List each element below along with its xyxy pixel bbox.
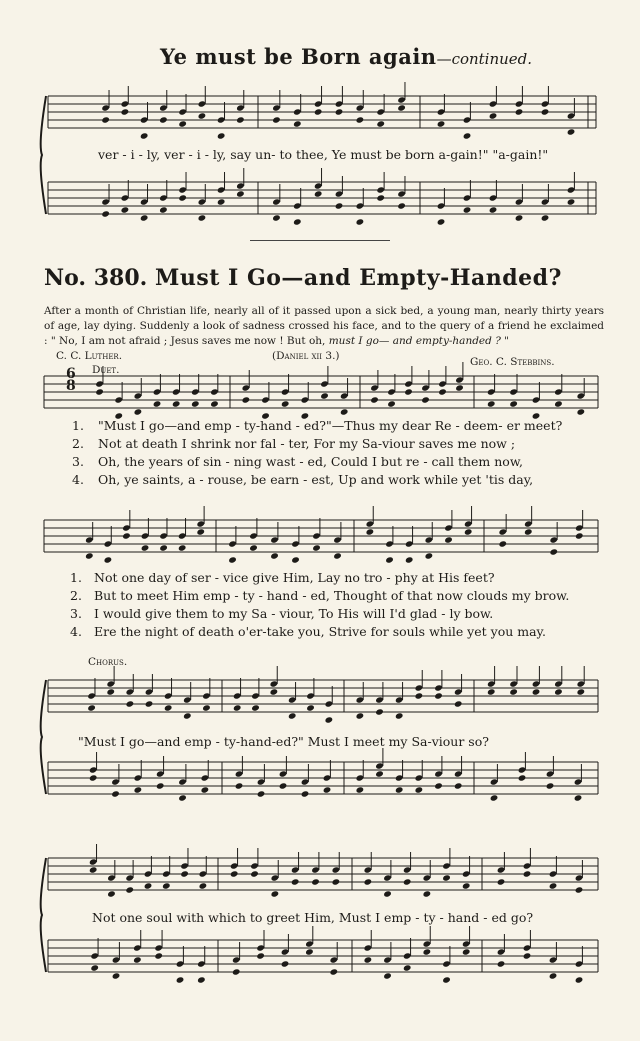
chorus1-bass-notehead [257, 790, 266, 797]
chorus2-bass-notehead [523, 952, 532, 959]
system2-notehead [320, 392, 329, 399]
chorus2-bass-notehead [497, 960, 506, 967]
system3-notehead [464, 528, 473, 535]
chorus1-brace [41, 680, 46, 794]
system3-notehead [228, 556, 237, 563]
system1-bass-notehead [293, 218, 302, 225]
chorus2-treble-notehead [271, 890, 280, 897]
system3-notehead [575, 532, 584, 539]
system1-treble-notehead [236, 116, 245, 123]
system1-treble-notehead [293, 120, 302, 127]
system1-bass-notehead [567, 198, 576, 205]
running-head-title: Ye must be Born again [160, 44, 437, 69]
system2-notehead [95, 388, 104, 395]
system1-bass-notehead [541, 214, 550, 221]
system1-treble-notehead [541, 108, 550, 115]
chorus1-bass-notehead [279, 782, 288, 789]
chorus2-bass-notehead [197, 976, 206, 983]
verse-number: 3. [70, 606, 82, 621]
system2-notehead [404, 388, 413, 395]
system2-notehead [281, 400, 290, 407]
system2-notehead [340, 408, 349, 415]
system1-treble-notehead [101, 116, 110, 123]
system3-notehead [549, 548, 558, 555]
system1-treble-notehead [217, 132, 226, 139]
system2-notehead [370, 396, 379, 403]
system1-treble-notehead [567, 128, 576, 135]
section-divider [250, 240, 390, 241]
chorus1-bass-notehead [235, 782, 244, 789]
chorus1-bass-notehead [546, 782, 555, 789]
chorus2-treble-notehead [250, 870, 259, 877]
chorus1-treble-notehead [509, 688, 518, 695]
time-signature [66, 368, 76, 392]
system2-notehead [577, 408, 586, 415]
system1-bass-notehead [236, 190, 245, 197]
chorus2-treble-notehead [462, 882, 471, 889]
chorus1-bass-notehead [111, 790, 120, 797]
chorus2-bass-notehead [442, 976, 451, 983]
system1-brace [41, 96, 46, 214]
system1-bass-notehead [397, 202, 406, 209]
system1-bass-notehead [489, 206, 498, 213]
system2-notehead [210, 400, 219, 407]
system3-notehead [141, 544, 150, 551]
system2-notehead [438, 388, 447, 395]
chorus2-bass-notehead [133, 956, 142, 963]
chorus2-treble-notehead [144, 882, 153, 889]
system2-notehead [487, 400, 496, 407]
system2-notehead [554, 400, 563, 407]
system1-treble-notehead [515, 108, 524, 115]
system1-bass-notehead [140, 214, 149, 221]
chorus2-bass-notehead [176, 976, 185, 983]
chorus1-bass-notehead [574, 794, 583, 801]
chorus2-treble-notehead [125, 886, 134, 893]
running-head-suffix: —continued. [436, 50, 533, 68]
chorus1-bass-notehead [156, 782, 165, 789]
chorus2-bass-notehead [423, 948, 432, 955]
chorus2-bass-notehead [256, 952, 265, 959]
verse-4-line-2: Ere the night of death o'er-take you, Strive for souls while yet you may. [94, 624, 546, 639]
system2-notehead [242, 396, 251, 403]
system1-treble-notehead [437, 120, 446, 127]
verse-number: 4. [70, 624, 82, 639]
system2-notehead [455, 384, 464, 391]
chorus1-bass-notehead [178, 794, 187, 801]
system1-treble-notehead [272, 116, 281, 123]
system3-notehead [524, 528, 533, 535]
system2-notehead [134, 408, 143, 415]
chorus1-treble-notehead [532, 688, 541, 695]
chorus1-treble-notehead [87, 704, 96, 711]
time-signature-top: 6 [66, 366, 76, 382]
system2-notehead [172, 400, 181, 407]
chorus2-bass-notehead [305, 948, 314, 955]
chorus1-bass-notehead [490, 794, 499, 801]
system2-notehead [421, 396, 430, 403]
system3-notehead [498, 540, 507, 547]
chorus2-treble-notehead [442, 874, 451, 881]
chorus2-bass-notehead [462, 948, 471, 955]
chorus1-bass-notehead [434, 782, 443, 789]
system3-notehead [122, 532, 131, 539]
chorus1-bass-notehead [201, 786, 210, 793]
chorus2-brace [41, 858, 46, 972]
system3-notehead [196, 528, 205, 535]
system1-bass-notehead [437, 218, 446, 225]
system1-bass-notehead [178, 194, 187, 201]
chorus1-treble-notehead [415, 692, 424, 699]
chorus2-bass-notehead [383, 972, 392, 979]
chorus2-treble-notehead [364, 878, 373, 885]
chorus1-treble-notehead [270, 688, 279, 695]
chorus1-treble-notehead [375, 708, 384, 715]
system1-treble-notehead [198, 112, 207, 119]
chorus2-bass-notehead [154, 952, 163, 959]
chorus1-treble-notehead [233, 704, 242, 711]
composer-credit: Geo. C. Stebbins. [470, 356, 555, 368]
system3-notehead [333, 552, 342, 559]
system3-notehead [366, 528, 375, 535]
system1-bass-notehead [376, 194, 385, 201]
system3-notehead [85, 552, 94, 559]
system1-bass-notehead [198, 214, 207, 221]
chorus1-bass-notehead [415, 786, 424, 793]
chorus2-bass-notehead [281, 960, 290, 967]
intro-italic: must I go— and empty-handed ? [328, 335, 501, 347]
hymn-intro [44, 304, 604, 349]
system1-treble-notehead [159, 116, 168, 123]
verse-number: 1. [70, 570, 82, 585]
chorus2-bass-notehead [90, 964, 99, 971]
chorus1-treble-notehead [183, 712, 192, 719]
duet-label: Duet. [92, 364, 120, 376]
system2-notehead [387, 400, 396, 407]
chorus1-bass-notehead [375, 770, 384, 777]
system1-bass-notehead [463, 206, 472, 213]
system3-notehead [291, 556, 300, 563]
system1-treble-notehead [356, 116, 365, 123]
system3-notehead [405, 556, 414, 563]
verse-1-line-2: Not one day of ser - vice give Him, Lay no tro - phy at His feet? [94, 570, 495, 585]
system3-notehead [104, 556, 113, 563]
intro-end: " [500, 335, 510, 347]
chorus-lyric-line-2: Not one soul with which to greet Him, Must I emp - ty - hand - ed go? [92, 910, 534, 925]
chorus1-treble-notehead [395, 712, 404, 719]
verse-number: 4. [72, 472, 84, 487]
system3-notehead [270, 552, 279, 559]
system1-bass-notehead [121, 206, 130, 213]
chorus1-bass-notehead [518, 774, 527, 781]
system3-notehead [178, 544, 187, 551]
chorus1-treble-notehead [164, 704, 173, 711]
system2-notehead [191, 400, 200, 407]
chorus2-treble-notehead [162, 882, 171, 889]
system3-notehead [159, 544, 168, 551]
chorus2-treble-notehead [332, 878, 341, 885]
chorus-label: Chorus. [88, 656, 128, 668]
chorus1-bass-notehead [301, 790, 310, 797]
chorus2-treble-notehead [230, 870, 239, 877]
system1-bass-notehead [159, 206, 168, 213]
chorus1-treble-notehead [306, 704, 315, 711]
chorus2-treble-notehead [403, 878, 412, 885]
chorus2-bass-notehead [330, 968, 339, 975]
hymn-number: No. 380. [44, 265, 148, 291]
chorus2-treble-notehead [107, 890, 116, 897]
verse-number: 2. [72, 436, 84, 451]
system1-treble-notehead [314, 108, 323, 115]
chorus-lyric-line-1: "Must I go—and emp - ty-hand-ed?" Must I meet my Sa-viour so? [78, 734, 489, 749]
system3-notehead [249, 544, 258, 551]
chorus1-treble-notehead [454, 700, 463, 707]
chorus2-treble-notehead [497, 878, 506, 885]
chorus2-bass-notehead [403, 964, 412, 971]
verse-number: 1. [72, 418, 84, 433]
chorus1-bass-notehead [323, 786, 332, 793]
system1-bass-notehead [272, 214, 281, 221]
system1-lyric: ver - i - ly, ver - i - ly, say un- to thee, Ye must be born a-gain!" "a-gain!" [98, 147, 549, 162]
chorus1-bass-notehead [134, 786, 143, 793]
system3-notehead [312, 544, 321, 551]
chorus2-treble-notehead [311, 878, 320, 885]
chorus2-treble-notehead [89, 866, 98, 873]
hymn-heading [44, 265, 562, 291]
system1-treble-notehead [376, 120, 385, 127]
system1-bass-notehead [515, 214, 524, 221]
system1-bass-notehead [335, 202, 344, 209]
verse-3-line-1: Oh, the years of sin - ning wast - ed, Could I but re - call them now, [98, 454, 524, 469]
hymn-title: Must I Go—and Empty-Handed? [154, 265, 562, 291]
chorus2-bass-notehead [575, 976, 584, 983]
chorus1-treble-notehead [126, 700, 135, 707]
chorus1-bass-notehead [89, 774, 98, 781]
chorus2-bass-notehead [549, 972, 558, 979]
chorus1-treble-notehead [356, 712, 365, 719]
verse-3-line-2: I would give them to my Sa - viour, To His will I'd glad - ly bow. [94, 606, 494, 621]
system1-treble-notehead [335, 108, 344, 115]
system1-bass-notehead [356, 218, 365, 225]
chorus2-bass-notehead [232, 968, 241, 975]
system1-treble-notehead [397, 104, 406, 111]
system1-treble-notehead [178, 120, 187, 127]
verse-number: 3. [72, 454, 84, 469]
system1-treble-notehead [463, 132, 472, 139]
chorus2-treble-notehead [199, 882, 208, 889]
chorus1-bass-notehead [356, 786, 365, 793]
chorus1-treble-notehead [106, 688, 115, 695]
chorus2-treble-notehead [575, 886, 584, 893]
chorus1-treble-notehead [202, 704, 211, 711]
system2-notehead [153, 400, 162, 407]
author-credit: C. C. Luther. [56, 350, 123, 362]
chorus2-bass-notehead [364, 956, 373, 963]
chorus1-bass-notehead [395, 786, 404, 793]
chorus2-treble-notehead [523, 870, 532, 877]
chorus1-treble-notehead [487, 688, 496, 695]
verse-number: 2. [70, 588, 82, 603]
chorus1-treble-notehead [577, 688, 586, 695]
system3-notehead [444, 536, 453, 543]
verse-2-line-1: Not at death I shrink nor fal - ter, For my Sa-viour saves me now ; [98, 436, 516, 451]
chorus1-treble-notehead [325, 716, 334, 723]
time-signature-bottom: 8 [66, 378, 76, 394]
verse-4-line-1: Oh, ye saints, a - rouse, be earn - est, Up and work while yet 'tis day, [98, 472, 534, 487]
chorus2-treble-notehead [291, 878, 300, 885]
chorus1-bass-notehead [454, 782, 463, 789]
system1-bass-notehead [314, 190, 323, 197]
chorus1-treble-notehead [288, 712, 297, 719]
chorus1-treble-notehead [554, 688, 563, 695]
chorus2-treble-notehead [383, 890, 392, 897]
system1-bass-notehead [101, 210, 110, 217]
system2-notehead [509, 400, 518, 407]
system1-treble-notehead [489, 112, 498, 119]
chorus1-treble-notehead [145, 700, 154, 707]
system3-notehead [425, 552, 434, 559]
chorus2-treble-notehead [549, 882, 558, 889]
chorus1-treble-notehead [251, 704, 260, 711]
chorus1-treble-notehead [434, 692, 443, 699]
system3-notehead [385, 556, 394, 563]
system1-treble-notehead [121, 108, 130, 115]
scripture-ref: (Daniel xii 3.) [272, 350, 340, 362]
verse-2-line-2: But to meet Him emp - ty - hand - ed, Thought of that now clouds my brow. [94, 588, 570, 603]
system1-treble-notehead [140, 132, 149, 139]
system1-bass-notehead [217, 198, 226, 205]
chorus2-treble-notehead [180, 870, 189, 877]
chorus2-treble-notehead [423, 890, 432, 897]
intro-text: After a month of Christian life, nearly all of it passed upon a sick bed, a young man, nearly thirty years of age, lay dying. Suddenly a look of sadness crossed his face, and to the query of a friend he exclaimed : " No, I am not afraid ; Jesus saves me now ! But oh, [44, 305, 604, 347]
chorus2-bass-notehead [112, 972, 121, 979]
verse-1-line-1: "Must I go—and emp - ty-hand - ed?"—Thus my dear Re - deem- er meet? [98, 418, 563, 433]
